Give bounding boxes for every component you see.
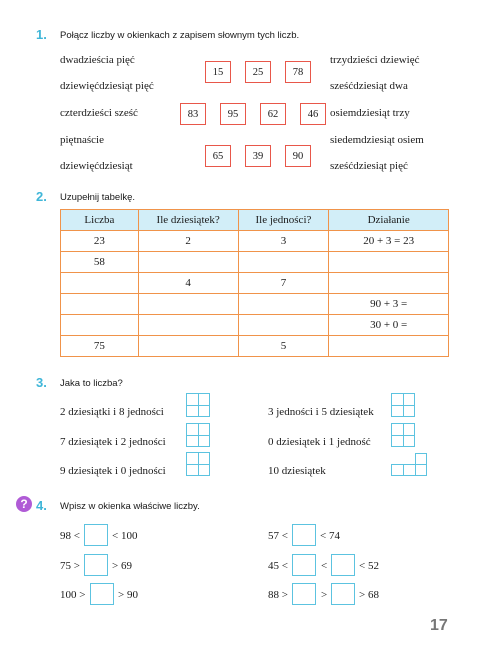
riddle-right-2: 0 dziesiątek i 1 jedność bbox=[268, 436, 371, 448]
answer-grid[interactable] bbox=[391, 423, 415, 447]
table-row bbox=[61, 294, 449, 315]
table-cell[interactable] bbox=[138, 336, 238, 357]
ineq-right-2-pre: 45 < bbox=[268, 560, 288, 572]
ineq-left-1-pre: 98 < bbox=[60, 530, 80, 542]
ineq-right-2-mid: < bbox=[321, 560, 328, 572]
answer-grid-three-digit[interactable] bbox=[391, 464, 427, 476]
table-cell[interactable] bbox=[138, 294, 238, 315]
table-cell[interactable] bbox=[61, 294, 139, 315]
exercise-1-instruction: Połącz liczby w okienkach z zapisem słownym tych liczb. bbox=[60, 30, 300, 41]
ineq-right-1-post: < 74 bbox=[320, 530, 340, 542]
table-row bbox=[61, 231, 449, 252]
number-box: 62 bbox=[260, 103, 286, 125]
table-cell[interactable] bbox=[238, 252, 329, 273]
word-right-4: siedemdziesiąt osiem bbox=[330, 134, 424, 146]
answer-box[interactable] bbox=[90, 583, 114, 605]
table-row bbox=[61, 252, 449, 273]
answer-box[interactable] bbox=[292, 524, 316, 546]
riddle-right-1: 3 jedności i 5 dziesiątek bbox=[268, 406, 374, 418]
number-box: 46 bbox=[300, 103, 326, 125]
riddle-left-1: 2 dziesiątki i 8 jedności bbox=[60, 406, 164, 418]
table-cell[interactable]: 2 bbox=[138, 231, 238, 252]
ineq-left-2-pre: 75 > bbox=[60, 560, 80, 572]
number-box: 90 bbox=[285, 145, 311, 167]
answer-grid[interactable] bbox=[186, 423, 210, 447]
exercise-2-number: 2. bbox=[36, 189, 47, 204]
answer-box[interactable] bbox=[331, 554, 355, 576]
ineq-left-1-post: < 100 bbox=[112, 530, 138, 542]
table-cell[interactable] bbox=[138, 315, 238, 336]
word-left-3: czterdzieści sześć bbox=[60, 107, 138, 119]
table-cell[interactable]: 23 bbox=[61, 231, 139, 252]
answer-grid[interactable] bbox=[186, 393, 210, 417]
ineq-left-2-post: > 69 bbox=[112, 560, 132, 572]
exercise-1-number: 1. bbox=[36, 27, 47, 42]
fill-table bbox=[60, 209, 449, 357]
number-box: 39 bbox=[245, 145, 271, 167]
word-right-2: sześćdziesiąt dwa bbox=[330, 80, 408, 92]
word-left-5: dziewięćdziesiąt bbox=[60, 160, 133, 172]
table-header-row bbox=[61, 210, 449, 231]
header-jednosci: Ile jedności? bbox=[238, 210, 329, 231]
answer-grid[interactable] bbox=[391, 393, 415, 417]
ineq-right-1-pre: 57 < bbox=[268, 530, 288, 542]
number-box: 83 bbox=[180, 103, 206, 125]
table-cell[interactable]: 3 bbox=[238, 231, 329, 252]
word-left-1: dwadzieścia pięć bbox=[60, 54, 135, 66]
table-row bbox=[61, 336, 449, 357]
word-left-4: piętnaście bbox=[60, 134, 104, 146]
exercise-3-number: 3. bbox=[36, 375, 47, 390]
table-row bbox=[61, 315, 449, 336]
word-right-3: osiemdziesiąt trzy bbox=[330, 107, 410, 119]
exercise-4-instruction: Wpisz w okienka właściwe liczby. bbox=[60, 501, 200, 512]
table-cell[interactable] bbox=[238, 294, 329, 315]
answer-box[interactable] bbox=[292, 583, 316, 605]
word-right-5: sześćdziesiąt pięć bbox=[330, 160, 408, 172]
number-box: 65 bbox=[205, 145, 231, 167]
number-box: 95 bbox=[220, 103, 246, 125]
table-cell[interactable]: 30 + 0 = bbox=[329, 315, 449, 336]
table-row bbox=[61, 273, 449, 294]
table-cell[interactable] bbox=[329, 336, 449, 357]
ineq-left-3-post: > 90 bbox=[118, 589, 138, 601]
page-number: 17 bbox=[430, 617, 448, 634]
answer-grid[interactable] bbox=[186, 452, 210, 476]
table-cell[interactable] bbox=[238, 315, 329, 336]
riddle-left-2: 7 dziesiątek i 2 jedności bbox=[60, 436, 166, 448]
number-box: 15 bbox=[205, 61, 231, 83]
header-dzialanie: Działanie bbox=[329, 210, 449, 231]
ineq-left-3-pre: 100 > bbox=[60, 589, 86, 601]
header-dziesiatki: Ile dziesiątek? bbox=[138, 210, 238, 231]
challenge-badge-icon: ? bbox=[16, 496, 32, 512]
table-cell[interactable] bbox=[61, 273, 139, 294]
table-cell[interactable]: 58 bbox=[61, 252, 139, 273]
table-cell[interactable]: 75 bbox=[61, 336, 139, 357]
riddle-left-3: 9 dziesiątek i 0 jedności bbox=[60, 465, 166, 477]
ineq-right-3-mid: > bbox=[321, 589, 328, 601]
answer-box[interactable] bbox=[84, 524, 108, 546]
exercise-2-instruction: Uzupełnij tabelkę. bbox=[60, 192, 135, 203]
ineq-right-3-pre: 88 > bbox=[268, 589, 288, 601]
number-box: 25 bbox=[245, 61, 271, 83]
table-cell[interactable]: 4 bbox=[138, 273, 238, 294]
table-cell[interactable]: 5 bbox=[238, 336, 329, 357]
exercise-4-number: 4. bbox=[36, 498, 47, 513]
table-cell[interactable] bbox=[329, 252, 449, 273]
answer-box[interactable] bbox=[331, 583, 355, 605]
header-liczba: Liczba bbox=[61, 210, 139, 231]
word-left-2: dziewięćdziesiąt pięć bbox=[60, 80, 154, 92]
word-right-1: trzydzieści dziewięć bbox=[330, 54, 420, 66]
answer-box[interactable] bbox=[292, 554, 316, 576]
table-cell[interactable]: 7 bbox=[238, 273, 329, 294]
number-box: 78 bbox=[285, 61, 311, 83]
table-cell[interactable] bbox=[61, 315, 139, 336]
table-cell[interactable]: 20 + 3 = 23 bbox=[329, 231, 449, 252]
table-cell[interactable]: 90 + 3 = bbox=[329, 294, 449, 315]
exercise-3-instruction: Jaka to liczba? bbox=[60, 378, 123, 389]
table-cell[interactable] bbox=[329, 273, 449, 294]
ineq-right-3-post: > 68 bbox=[359, 589, 379, 601]
ineq-right-2-post: < 52 bbox=[359, 560, 379, 572]
answer-box[interactable] bbox=[84, 554, 108, 576]
riddle-right-3: 10 dziesiątek bbox=[268, 465, 326, 477]
table-cell[interactable] bbox=[138, 252, 238, 273]
